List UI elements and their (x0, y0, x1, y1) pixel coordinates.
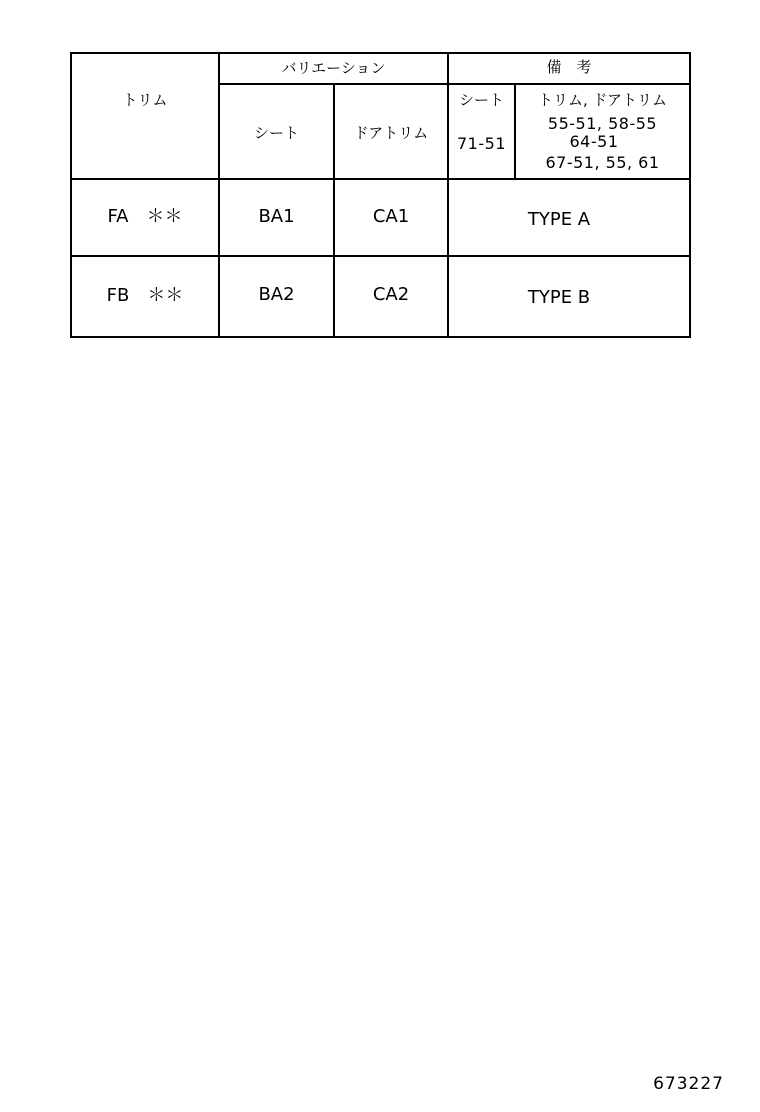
header-door-trim: ドアトリム (353, 124, 429, 142)
remarks-trim-label: トリム, ドアトリム (537, 91, 668, 109)
remarks-trim-value: 55-51, 58-55 (547, 114, 658, 133)
remarks-trim-value: 67-51, 55, 61 (545, 153, 660, 172)
remarks-seat-label: シート (458, 91, 504, 109)
table-bottom-border (71, 336, 691, 338)
header-divider-line (219, 83, 691, 85)
row-seat-code: BA1 (258, 206, 295, 227)
row-trim-code: FB ＊＊ (106, 285, 184, 306)
remarks-trim-value: 64-51 (569, 132, 619, 151)
remarks-seat-value: 71-51 (457, 134, 506, 153)
row-door-trim-code: CA1 (372, 206, 410, 227)
header-trim: トリム (122, 91, 168, 109)
header-seat: シート (253, 124, 299, 142)
row-door-trim-code: CA2 (372, 284, 410, 305)
figure-number: 673227 (653, 1074, 724, 1094)
header-remarks: 備 考 (546, 58, 592, 76)
header-bottom-border (71, 178, 691, 180)
row-remarks: TYPE B (527, 287, 591, 308)
row-divider-line (71, 255, 691, 257)
variation-table (0, 0, 760, 340)
row-remarks: TYPE A (527, 209, 591, 230)
row-seat-code: BA2 (258, 284, 295, 305)
table-right-border (689, 52, 691, 338)
header-variation: バリエーション (281, 59, 386, 77)
table-top-border (71, 52, 691, 54)
row-trim-code: FA ＊＊ (107, 206, 183, 227)
